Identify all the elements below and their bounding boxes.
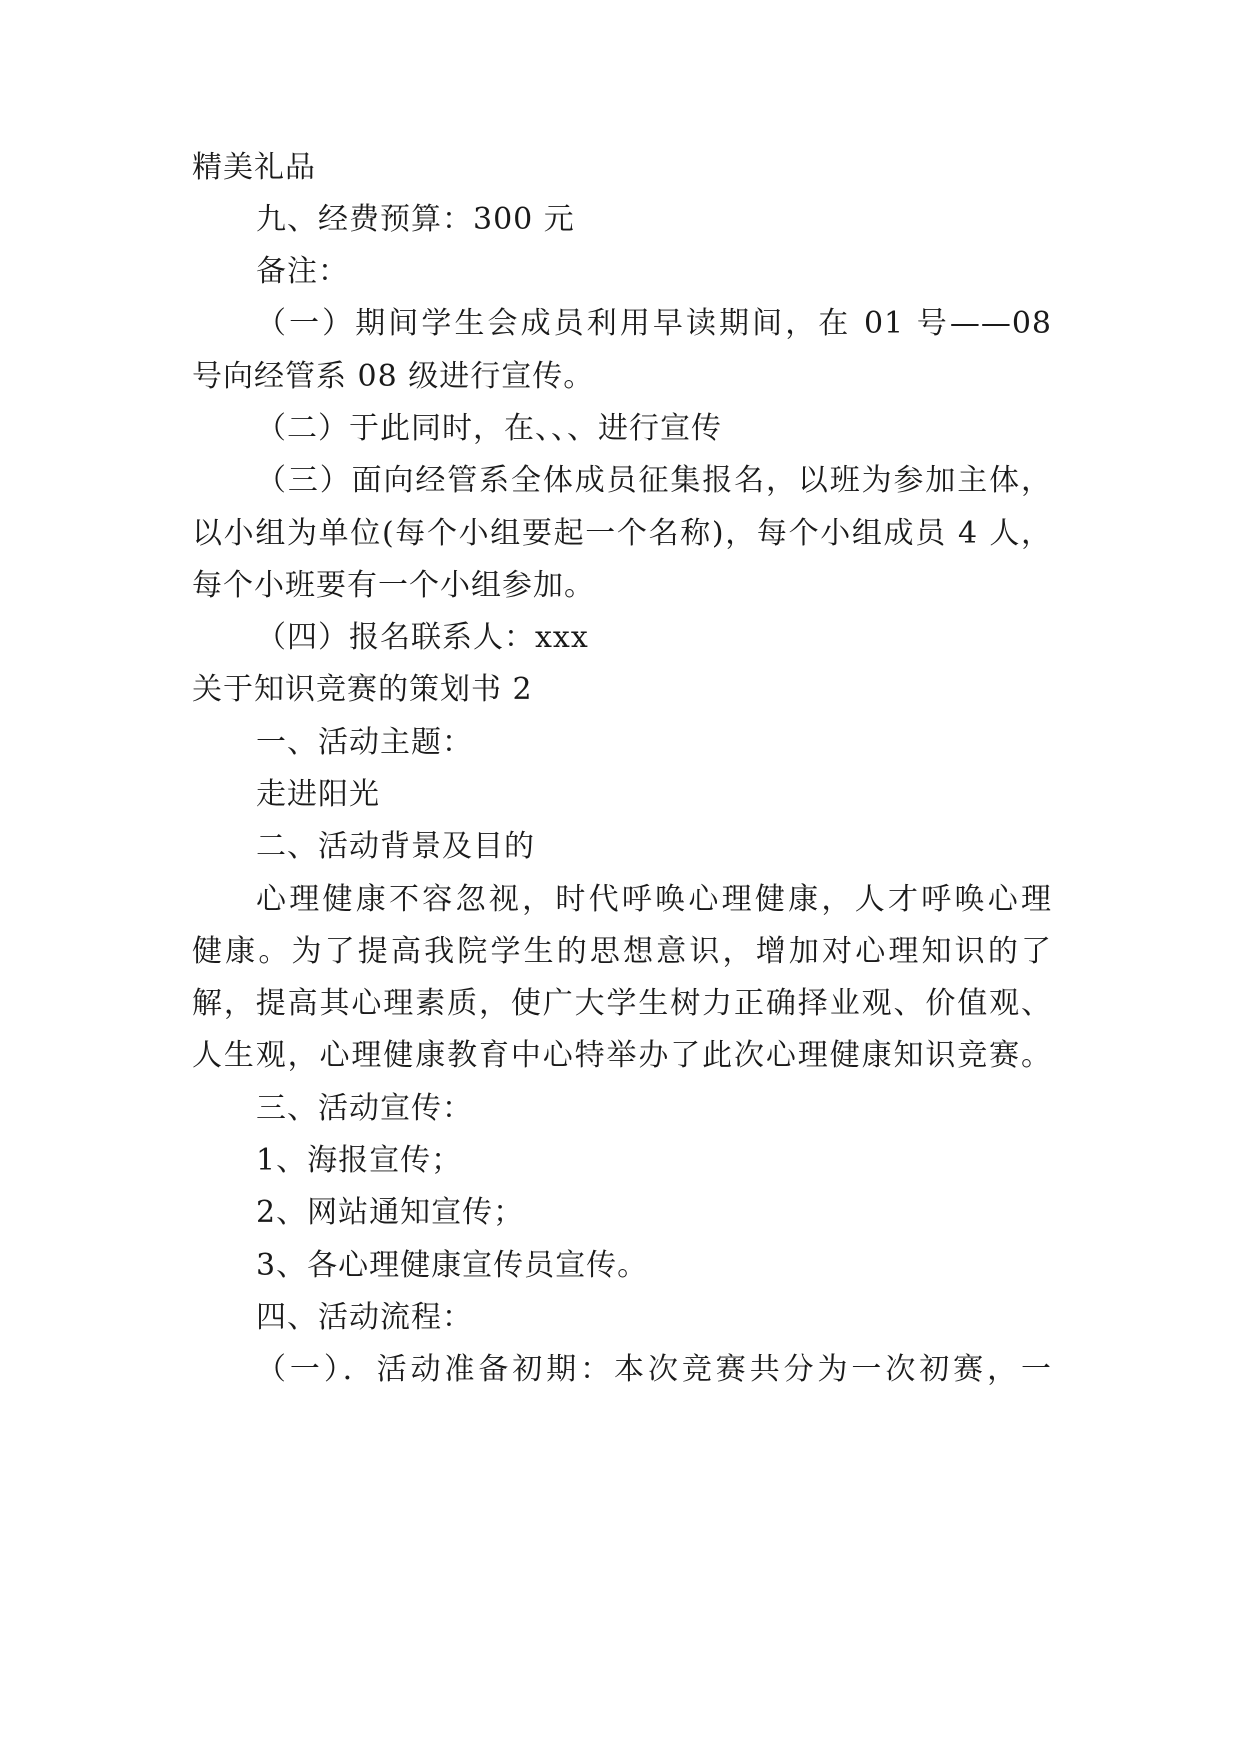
text-line: 四、活动流程：	[256, 1300, 473, 1335]
text-line: 备注：	[256, 254, 349, 289]
text-line: （一）期间学生会成员利用早读期间，在 01 号——08	[256, 306, 1052, 341]
text-line: 一、活动主题：	[256, 725, 473, 760]
text-line: 每个小班要有一个小组参加。	[192, 568, 595, 603]
text-line: （一）．活动准备初期：本次竞赛共分为一次初赛，一	[256, 1352, 1052, 1387]
text-line: 精美礼品	[192, 150, 316, 185]
text-line: 解，提高其心理素质，使广大学生树力正确择业观、价值观、	[192, 986, 1052, 1021]
text-line: 2、网站通知宣传；	[256, 1195, 525, 1230]
text-line: （四）报名联系人：xxx	[256, 620, 589, 655]
text-line: 3、各心理健康宣传员宣传。	[256, 1248, 649, 1283]
text-line: 以小组为单位(每个小组要起一个名称)，每个小组成员 4 人，	[192, 516, 1052, 551]
text-line: （二）于此同时，在、、、进行宣传	[256, 411, 722, 446]
text-line: 走进阳光	[256, 777, 380, 812]
text-line: 1、海报宣传；	[256, 1143, 463, 1178]
text-line: 健康。为了提高我院学生的思想意识，增加对心理知识的了	[192, 934, 1052, 969]
text-line: 二、活动背景及目的	[256, 829, 535, 864]
text-line: 人生观，心理健康教育中心特举办了此次心理健康知识竞赛。	[192, 1038, 1052, 1073]
text-line: 心理健康不容忽视，时代呼唤心理健康，人才呼唤心理	[256, 882, 1052, 917]
text-line: 九、经费预算：300 元	[256, 202, 575, 237]
section-title: 关于知识竞赛的策划书 2	[192, 672, 533, 707]
text-line: 三、活动宣传：	[256, 1091, 473, 1126]
text-line: 号向经管系 08 级进行宣传。	[192, 359, 595, 394]
text-line: （三）面向经管系全体成员征集报名，以班为参加主体，	[256, 463, 1052, 498]
